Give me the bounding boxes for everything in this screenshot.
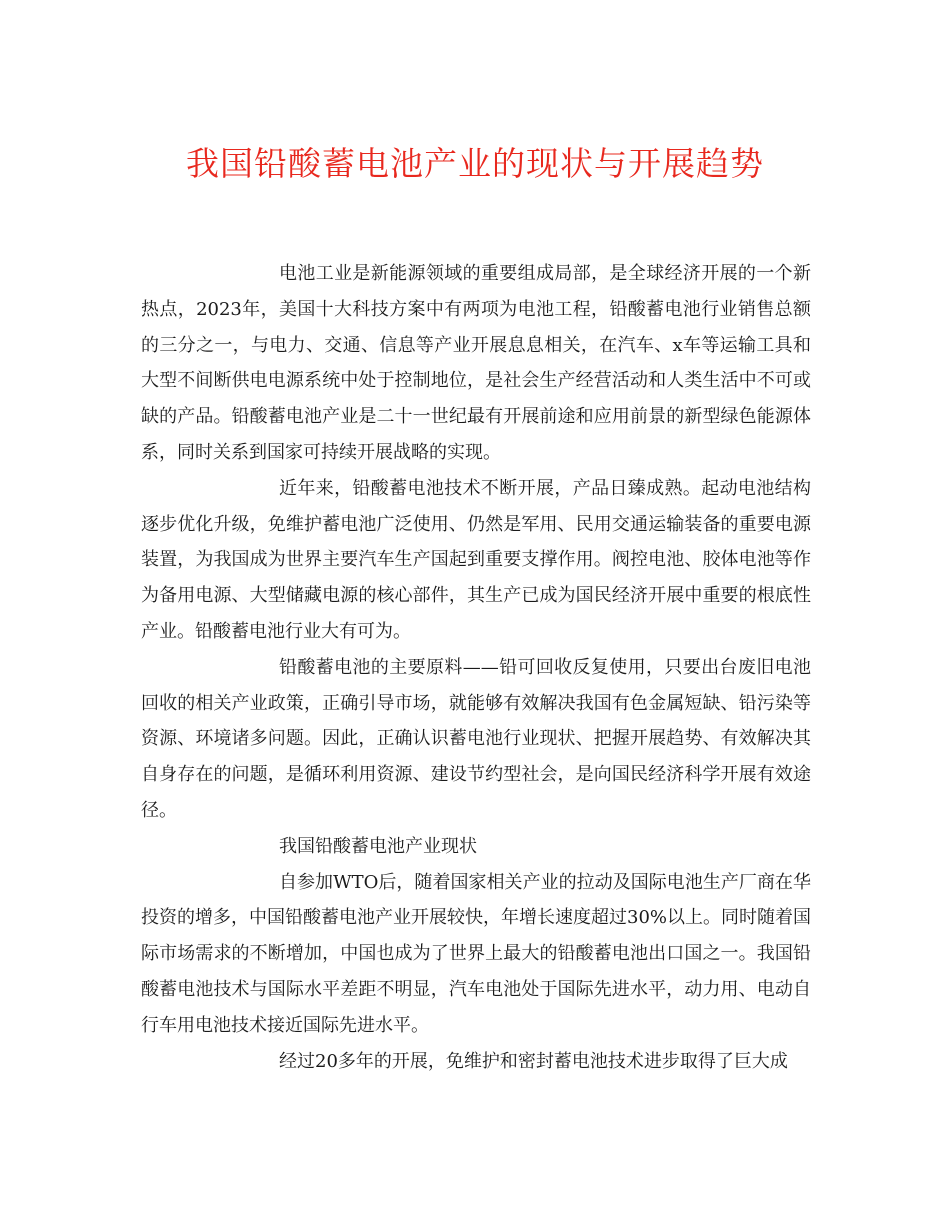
paragraph-technology: 近年来，铅酸蓄电池技术不断开展，产品日臻成熟。起动电池结构逐步优化升级，免维护蓄电池广泛使用、仍然是军用、民用交通运输装备的重要电源装置，为我国成为世界主要汽车生产国起到重要支撑作用。阀控电池、胶体电池等作为备用电源、大型储藏电源的核心部件，其生产已成为国民经济开展中重要的根底性产业。铅酸蓄电池行业大有可为。 bbox=[141, 477, 811, 642]
paragraph-recycling: 铅酸蓄电池的主要原料——铅可回收反复使用，只要出台废旧电池回收的相关产业政策，正确引导市场，就能够有效解决我国有色金属短缺、铅污染等资源、环境诸多问题。因此，正确认识蓄电池行业现状、把握开展趋势、有效解决其自身存在的问题，是循环利用资源、建设节约型社会，是向国民经济科学开展有效途径。 bbox=[141, 656, 811, 821]
paragraph-industry-status: 自参加WTO后，随着国家相关产业的拉动及国际电池生产厂商在华投资的增多，中国铅酸蓄电池产业开展较快，年增长速度超过30%以上。同时随着国际市场需求的不断增加，中国也成为了世界上最大的铅酸蓄电池出口国之一。我国铅酸蓄电池技术与国际水平差距不明显，汽车电池处于国际先进水平，动力用、电动自行车用电池技术接近国际先进水平。 bbox=[141, 871, 812, 1036]
section-heading: 我国铅酸蓄电池产业现状 bbox=[279, 835, 477, 857]
paragraph-development: 经过20多年的开展，免维护和密封蓄电池技术进步取得了巨大成 bbox=[279, 1050, 788, 1072]
document-title: 我国铅酸蓄电池产业的现状与开展趋势 bbox=[186, 144, 764, 183]
paragraph-intro: 电池工业是新能源领域的重要组成局部，是全球经济开展的一个新热点，2023年，美国十大科技方案中有两项为电池工程，铅酸蓄电池行业销售总额的三分之一，与电力、交通、信息等产业开展息息相关，在汽车、x车等运输工具和大型不间断供电电源系统中处于控制地位，是社会生产经营活动和人类生活中不可或缺的产品。铅酸蓄电池产业是二十一世纪最有开展前途和应用前景的新型绿色能源体系，同时关系到国家可持续开展战略的实现。 bbox=[141, 263, 811, 463]
document-body bbox=[141, 256, 811, 1079]
